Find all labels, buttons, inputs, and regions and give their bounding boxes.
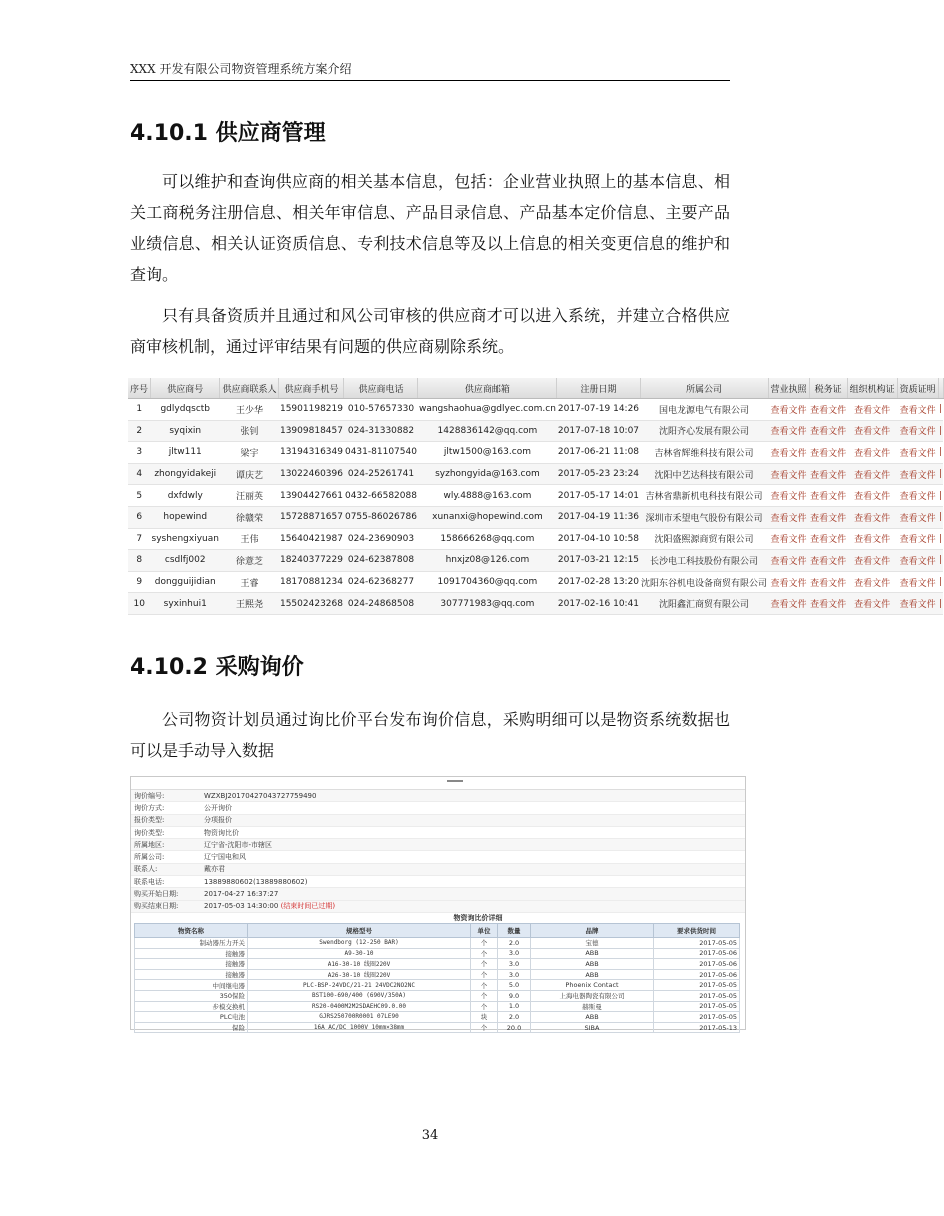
detail-col-header: 要求供货时间 xyxy=(654,923,740,937)
table-cell: hopewind xyxy=(151,506,220,528)
table-cell: 15901198219 xyxy=(279,399,344,421)
detail-row xyxy=(135,969,740,980)
detail-cell: PLC电池 xyxy=(135,1012,248,1023)
detail-cell: Phoenix Contact xyxy=(531,980,654,991)
table-cell: 2017-07-18 10:07 xyxy=(557,420,640,442)
view-file-link[interactable]: 查看文件 xyxy=(847,485,897,507)
view-file-link[interactable]: 查看文件 xyxy=(809,485,847,507)
inquiry-field xyxy=(131,815,745,827)
detail-cell: 保险 xyxy=(135,1022,248,1033)
detail-col-header: 规格型号 xyxy=(248,923,471,937)
table-cell: 024-23690903 xyxy=(344,528,418,550)
table-cell: 汪丽英 xyxy=(220,485,279,507)
table-cell: 024-24868508 xyxy=(344,593,418,615)
view-file-link[interactable]: 查看文件 xyxy=(897,485,938,507)
detail-cell: ABB xyxy=(531,948,654,959)
view-file-link[interactable]: 查看文件 xyxy=(768,571,809,593)
detail-cell: 个 xyxy=(471,1001,498,1012)
table-cell: 王伟 xyxy=(220,528,279,550)
inquiry-field-end-date: 购买结束日期: 2017-05-03 14:30:00 (结束时间已过期) xyxy=(131,901,745,913)
view-file-link[interactable]: 查看文件 xyxy=(768,528,809,550)
inquiry-field-value: 2017-04-27 16:37:27 xyxy=(204,890,279,899)
detail-col-header: 数量 xyxy=(498,923,531,937)
table-row xyxy=(128,550,943,572)
detail-cell: 步模交换机 xyxy=(135,1001,248,1012)
table-cell: 15640421987 xyxy=(279,528,344,550)
detail-cell: 接触器 xyxy=(135,959,248,970)
detail-cell: 2017-05-06 xyxy=(654,959,740,970)
inquiry-field-value: 物资询比价 xyxy=(204,828,239,837)
detail-row xyxy=(135,937,740,948)
inquiry-field xyxy=(131,876,745,888)
detail-cell: 个 xyxy=(471,980,498,991)
detail-cell: 赫斯曼 xyxy=(531,1001,654,1012)
view-file-link[interactable]: 查看文件 xyxy=(809,463,847,485)
detail-cell: 3.0 xyxy=(498,959,531,970)
table-edge: | xyxy=(938,485,943,507)
table-cell: 吉林省鼎新机电科技有限公司 xyxy=(640,485,768,507)
view-file-link[interactable]: 查看文件 xyxy=(809,528,847,550)
table-edge: | xyxy=(938,550,943,572)
detail-col-header: 品牌 xyxy=(531,923,654,937)
view-file-link[interactable]: 查看文件 xyxy=(897,442,938,464)
view-file-link[interactable]: 查看文件 xyxy=(897,571,938,593)
table-cell: syqixin xyxy=(151,420,220,442)
supplier-col-header: 营业执照 xyxy=(768,378,809,399)
table-cell: 13194316349 xyxy=(279,442,344,464)
inquiry-field-value: 辽宁国电和风 xyxy=(204,853,246,862)
table-cell: 15502423268 xyxy=(279,593,344,615)
table-cell: 010-57657330 xyxy=(344,399,418,421)
table-cell: 1 xyxy=(128,399,151,421)
detail-cell: 16A AC/DC 1000V 10mm×38mm xyxy=(248,1022,471,1033)
inquiry-field-label: 购买开始日期: xyxy=(134,890,179,899)
table-cell: 2017-04-10 10:58 xyxy=(557,528,640,550)
section-heading-inquiry: 4.10.2 采购询价 xyxy=(130,655,304,680)
table-cell: 2017-02-28 13:20 xyxy=(557,571,640,593)
detail-cell: 中间继电器 xyxy=(135,980,248,991)
view-file-link[interactable]: 查看文件 xyxy=(897,506,938,528)
table-cell: 9 xyxy=(128,571,151,593)
detail-row xyxy=(135,990,740,1001)
view-file-link[interactable]: 查看文件 xyxy=(847,571,897,593)
detail-cell: PLC-BSP-24VDC/21-21 24VDC2NO2NC xyxy=(248,980,471,991)
inquiry-detail-table xyxy=(134,923,740,1033)
inquiry-field xyxy=(131,864,745,876)
table-row xyxy=(128,528,943,550)
table-cell: 024-31330882 xyxy=(344,420,418,442)
table-cell: 8 xyxy=(128,550,151,572)
inquiry-field xyxy=(131,802,745,814)
table-cell: 0431-81107540 xyxy=(344,442,418,464)
view-file-link[interactable]: 查看文件 xyxy=(847,442,897,464)
view-file-link[interactable]: 查看文件 xyxy=(768,463,809,485)
table-cell: 4 xyxy=(128,463,151,485)
inquiry-field-value: 13889880602(13889880602) xyxy=(204,877,308,886)
detail-cell: 9.0 xyxy=(498,990,531,1001)
detail-cell: 1.0 xyxy=(498,1001,531,1012)
table-row xyxy=(128,420,943,442)
detail-cell: Swendborg (12-250 BAR) xyxy=(248,937,471,948)
detail-cell: 2017-05-13 xyxy=(654,1022,740,1033)
table-cell: csdlfj002 xyxy=(151,550,220,572)
table-cell: 2017-04-19 11:36 xyxy=(557,506,640,528)
detail-row xyxy=(135,1022,740,1033)
detail-cell: 个 xyxy=(471,990,498,1001)
detail-row xyxy=(135,1001,740,1012)
view-file-link[interactable]: 查看文件 xyxy=(809,593,847,615)
table-cell: 3 xyxy=(128,442,151,464)
view-file-link[interactable]: 查看文件 xyxy=(768,550,809,572)
view-file-link[interactable]: 查看文件 xyxy=(847,528,897,550)
table-cell: 沈阳盛熙源商贸有限公司 xyxy=(640,528,768,550)
table-cell: 10 xyxy=(128,593,151,615)
detail-cell: 制动器压力开关 xyxy=(135,937,248,948)
view-file-link[interactable]: 查看文件 xyxy=(847,593,897,615)
table-cell: 158666268@qq.com xyxy=(418,528,557,550)
detail-cell: 上海电器陶瓷有限公司 xyxy=(531,990,654,1001)
table-cell: 长沙电工科技股份有限公司 xyxy=(640,550,768,572)
inquiry-field xyxy=(131,790,745,802)
supplier-col-header: 供应商邮箱 xyxy=(418,378,557,399)
inquiry-panel-topbar xyxy=(131,777,745,790)
detail-cell: RS20-0400M2M2SDAEHC09.0.00 xyxy=(248,1001,471,1012)
supplier-col-header: 资质证明 xyxy=(897,378,938,399)
detail-cell: 2017-05-05 xyxy=(654,1012,740,1023)
table-cell: 沈阳中艺达科技有限公司 xyxy=(640,463,768,485)
inquiry-field xyxy=(131,827,745,839)
table-cell: 15728871657 xyxy=(279,506,344,528)
table-cell: syzhongyida@163.com xyxy=(418,463,557,485)
table-edge: | xyxy=(938,506,943,528)
table-cell: syshengxiyuan xyxy=(151,528,220,550)
table-cell: 2017-05-17 14:01 xyxy=(557,485,640,507)
table-cell: jltw111 xyxy=(151,442,220,464)
table-cell: jltw1500@163.com xyxy=(418,442,557,464)
table-cell: 7 xyxy=(128,528,151,550)
supplier-paragraph-2: 只有具备资质并且通过和风公司审核的供应商才可以进入系统，并建立合格供应商审核机制，通过评审结果有问题的供应商剔除系统。 xyxy=(130,306,730,356)
table-cell: 0755-86026786 xyxy=(344,506,418,528)
detail-cell: 2017-05-06 xyxy=(654,948,740,959)
table-cell: 王少华 xyxy=(220,399,279,421)
detail-cell: 2017-05-06 xyxy=(654,969,740,980)
table-edge: | xyxy=(938,420,943,442)
table-cell: 沈阳齐心发展有限公司 xyxy=(640,420,768,442)
view-file-link[interactable]: 查看文件 xyxy=(847,550,897,572)
view-file-link[interactable]: 查看文件 xyxy=(768,593,809,615)
detail-cell: 3.0 xyxy=(498,969,531,980)
view-file-link[interactable]: 查看文件 xyxy=(897,399,938,421)
detail-cell: 个 xyxy=(471,959,498,970)
supplier-col-header: 供应商电话 xyxy=(344,378,418,399)
detail-row xyxy=(135,1012,740,1023)
detail-cell: 5.0 xyxy=(498,980,531,991)
inquiry-field-label: 询价类型: xyxy=(134,828,165,837)
table-cell: 6 xyxy=(128,506,151,528)
view-file-link[interactable]: 查看文件 xyxy=(809,571,847,593)
table-cell: dxfdwly xyxy=(151,485,220,507)
table-row xyxy=(128,485,943,507)
table-cell: 2017-02-16 10:41 xyxy=(557,593,640,615)
table-row xyxy=(128,571,943,593)
view-file-link[interactable]: 查看文件 xyxy=(809,442,847,464)
inquiry-field-value: 辽宁省-沈阳市-市辖区 xyxy=(204,840,273,849)
view-file-link[interactable]: 查看文件 xyxy=(897,528,938,550)
inquiry-field xyxy=(131,851,745,863)
view-file-link[interactable]: 查看文件 xyxy=(897,420,938,442)
detail-cell: ABB xyxy=(531,969,654,980)
view-file-link[interactable]: 查看文件 xyxy=(768,506,809,528)
table-cell: 2017-07-19 14:26 xyxy=(557,399,640,421)
detail-cell: 2017-05-05 xyxy=(654,1001,740,1012)
table-row xyxy=(128,506,943,528)
section-heading-supplier: 4.10.1 供应商管理 xyxy=(130,121,326,146)
detail-cell: ABB xyxy=(531,959,654,970)
supplier-col-header: 序号 xyxy=(128,378,151,399)
table-cell: 2017-03-21 12:15 xyxy=(557,550,640,572)
detail-row xyxy=(135,959,740,970)
detail-cell: A26-30-10 线圈220V xyxy=(248,969,471,980)
detail-cell: 接触器 xyxy=(135,969,248,980)
table-cell: 沈阳鑫汇商贸有限公司 xyxy=(640,593,768,615)
table-cell: 024-25261741 xyxy=(344,463,418,485)
table-row xyxy=(128,593,943,615)
table-edge: | xyxy=(938,571,943,593)
table-cell: wangshaohua@gdlyec.com.cn xyxy=(418,399,557,421)
detail-cell: GJRS250700R0001 07LE90 xyxy=(248,1012,471,1023)
table-cell: wly.4888@163.com xyxy=(418,485,557,507)
table-cell: 2 xyxy=(128,420,151,442)
inquiry-field-label: 询价编号: xyxy=(134,791,165,800)
supplier-col-header: 所属公司 xyxy=(640,378,768,399)
detail-cell: A16-30-10 线圈220V xyxy=(248,959,471,970)
table-row xyxy=(128,442,943,464)
inquiry-field xyxy=(131,839,745,851)
table-cell: 2017-06-21 11:08 xyxy=(557,442,640,464)
table-cell: 13904427661 xyxy=(279,485,344,507)
inquiry-field-value: WZXBJ20170427043727759490 xyxy=(204,791,317,800)
table-cell: 吉林省辉维科技有限公司 xyxy=(640,442,768,464)
table-edge: | xyxy=(938,399,943,421)
inquiry-panel xyxy=(130,776,746,1033)
detail-title: 物资询比价详细 xyxy=(453,913,503,922)
supplier-col-header: 供应商手机号 xyxy=(279,378,344,399)
table-cell: 徐薏芝 xyxy=(220,550,279,572)
table-cell: 国电龙源电气有限公司 xyxy=(640,399,768,421)
table-cell: 徐赣荣 xyxy=(220,506,279,528)
detail-cell: 2.0 xyxy=(498,937,531,948)
table-edge xyxy=(938,378,943,399)
table-cell: 2017-05-23 23:24 xyxy=(557,463,640,485)
inquiry-field-value: 公开询价 xyxy=(204,803,232,812)
inquiry-field-value: 分项报价 xyxy=(204,816,232,825)
view-file-link[interactable]: 查看文件 xyxy=(847,420,897,442)
table-cell: 18170881234 xyxy=(279,571,344,593)
inquiry-field-value: 戴亦君 xyxy=(204,865,225,874)
detail-cell: 2017-05-05 xyxy=(654,937,740,948)
header-rule xyxy=(130,80,730,81)
table-cell: 307771983@qq.com xyxy=(418,593,557,615)
view-file-link[interactable]: 查看文件 xyxy=(809,506,847,528)
table-cell: 0432-66582088 xyxy=(344,485,418,507)
view-file-link[interactable]: 查看文件 xyxy=(809,550,847,572)
table-cell: 13022460396 xyxy=(279,463,344,485)
detail-cell: 个 xyxy=(471,969,498,980)
view-file-link[interactable]: 查看文件 xyxy=(897,463,938,485)
detail-cell: 2017-05-05 xyxy=(654,990,740,1001)
table-cell: 梁宇 xyxy=(220,442,279,464)
view-file-link[interactable]: 查看文件 xyxy=(768,399,809,421)
inquiry-field-label: 询价方式: xyxy=(134,803,165,812)
supplier-col-header: 供应商联系人 xyxy=(220,378,279,399)
table-cell: xunanxi@hopewind.com xyxy=(418,506,557,528)
detail-cell: BST100-690/400 (690V/350A) xyxy=(248,990,471,1001)
supplier-table xyxy=(128,378,944,615)
table-cell: zhongyidakeji xyxy=(151,463,220,485)
table-cell: 王熙尧 xyxy=(220,593,279,615)
supplier-col-header: 组织机构证 xyxy=(847,378,897,399)
inquiry-field-label: 联系人: xyxy=(134,865,158,874)
detail-cell: 2017-05-05 xyxy=(654,980,740,991)
supplier-col-header: 供应商号 xyxy=(151,378,220,399)
table-cell: 沈阳东谷机电设备商贸有限公司 xyxy=(640,571,768,593)
inquiry-paragraph-1: 公司物资计划员通过询比价平台发布询价信息，采购明细可以是物资系统数据也可以是手动导入数据 xyxy=(130,710,730,760)
table-cell: 深圳市禾望电气股份有限公司 xyxy=(640,506,768,528)
detail-col-header: 单位 xyxy=(471,923,498,937)
detail-cell: 20.0 xyxy=(498,1022,531,1033)
view-file-link[interactable]: 查看文件 xyxy=(847,399,897,421)
table-edge: | xyxy=(938,593,943,615)
table-cell: 5 xyxy=(128,485,151,507)
table-cell: 谭庆艺 xyxy=(220,463,279,485)
table-cell: 18240377229 xyxy=(279,550,344,572)
inquiry-field-label: 报价类型: xyxy=(134,816,165,825)
table-cell: 张钊 xyxy=(220,420,279,442)
view-file-link[interactable]: 查看文件 xyxy=(768,442,809,464)
page-number: 34 xyxy=(421,1128,439,1143)
expired-note: (结束时间已过期) xyxy=(280,902,336,911)
view-file-link[interactable]: 查看文件 xyxy=(897,593,938,615)
view-file-link[interactable]: 查看文件 xyxy=(809,420,847,442)
inquiry-field xyxy=(131,888,745,900)
supplier-col-header: 注册日期 xyxy=(557,378,640,399)
view-file-link[interactable]: 查看文件 xyxy=(847,463,897,485)
detail-cell: A9-30-10 xyxy=(248,948,471,959)
detail-cell: 350保险 xyxy=(135,990,248,1001)
table-cell: hnxjz08@126.com xyxy=(418,550,557,572)
table-cell: dongguijidian xyxy=(151,571,220,593)
page-header: XXX 开发有限公司物资管理系统方案介绍 xyxy=(130,62,352,76)
table-cell: syxinhui1 xyxy=(151,593,220,615)
detail-cell: SIBA xyxy=(531,1022,654,1033)
detail-cell: 个 xyxy=(471,1022,498,1033)
table-cell: 024-62387808 xyxy=(344,550,418,572)
detail-cell: 宝德 xyxy=(531,937,654,948)
table-edge: | xyxy=(938,442,943,464)
table-edge: | xyxy=(938,463,943,485)
detail-cell: 个 xyxy=(471,937,498,948)
view-file-link[interactable]: 查看文件 xyxy=(897,550,938,572)
table-row xyxy=(128,399,943,421)
inquiry-field-label: 所属公司: xyxy=(134,853,165,862)
detail-row xyxy=(135,980,740,991)
table-cell: gdlydqsctb xyxy=(151,399,220,421)
detail-cell: 个 xyxy=(471,948,498,959)
view-file-link[interactable]: 查看文件 xyxy=(809,399,847,421)
supplier-col-header: 税务证 xyxy=(809,378,847,399)
table-edge: | xyxy=(938,528,943,550)
inquiry-field-label: 所属地区: xyxy=(134,840,165,849)
detail-cell: 接触器 xyxy=(135,948,248,959)
table-row xyxy=(128,463,943,485)
table-cell: 13909818457 xyxy=(279,420,344,442)
supplier-paragraph-1: 可以维护和查询供应商的相关基本信息，包括：企业营业执照上的基本信息、相关工商税务注册信息、相关年审信息、产品目录信息、产品基本定价信息、主要产品业绩信息、相关认证资质信息、专利技术信息等及以上信息的相关变更信息的维护和查询。 xyxy=(130,172,730,284)
detail-col-header: 物资名称 xyxy=(135,923,248,937)
detail-cell: ABB xyxy=(531,1012,654,1023)
table-cell: 1428836142@qq.com xyxy=(418,420,557,442)
detail-row xyxy=(135,948,740,959)
view-file-link[interactable]: 查看文件 xyxy=(768,420,809,442)
table-cell: 王睿 xyxy=(220,571,279,593)
view-file-link[interactable]: 查看文件 xyxy=(847,506,897,528)
view-file-link[interactable]: 查看文件 xyxy=(768,485,809,507)
inquiry-field-label: 联系电话: xyxy=(134,877,165,886)
detail-cell: 2.0 xyxy=(498,1012,531,1023)
detail-cell: 块 xyxy=(471,1012,498,1023)
table-cell: 024-62368277 xyxy=(344,571,418,593)
table-cell: 1091704360@qq.com xyxy=(418,571,557,593)
detail-cell: 3.0 xyxy=(498,948,531,959)
